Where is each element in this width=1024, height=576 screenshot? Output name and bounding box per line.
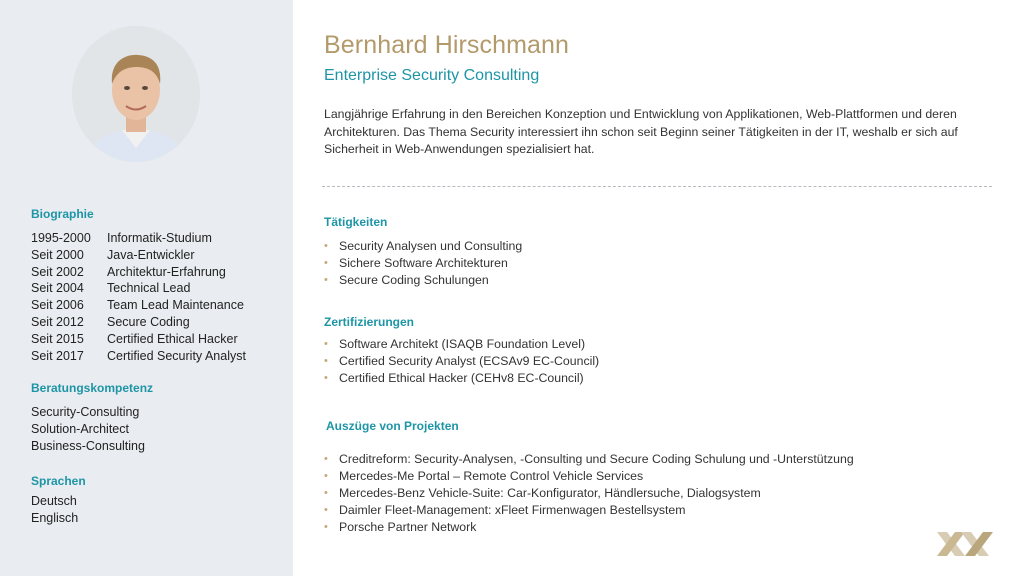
list-item: Security-Consulting xyxy=(31,405,140,419)
bullet-icon: • xyxy=(324,521,328,533)
biographie-list xyxy=(31,230,246,364)
list-item xyxy=(324,502,854,519)
bio-text: Architektur-Erfahrung xyxy=(107,264,226,279)
avatar xyxy=(72,26,200,162)
bullet-icon: • xyxy=(324,504,328,516)
list-item-text: Certified Security Analyst (ECSAv9 EC-Council) xyxy=(339,354,600,368)
profile-name: Bernhard Hirschmann xyxy=(324,31,570,59)
projekte-title: Auszüge von Projekten xyxy=(326,419,459,433)
bullet-icon: • xyxy=(324,257,328,269)
bullet-icon: • xyxy=(324,240,328,252)
list-item-text: Creditreform: Security-Analysen, -Consulting und Secure Coding Schulung und -Unterstützung xyxy=(339,452,854,466)
bio-row xyxy=(31,280,246,297)
list-item xyxy=(324,370,599,387)
zertifizierungen-title: Zertifizierungen xyxy=(324,315,415,329)
list-item-text: Sichere Software Architekturen xyxy=(339,256,508,270)
bio-text: Certified Security Analyst xyxy=(107,348,246,363)
bio-year: Seit 2000 xyxy=(31,247,84,262)
list-item: Englisch xyxy=(31,510,79,525)
list-item-text: Security Analysen und Consulting xyxy=(339,239,523,253)
bio-year: Seit 2006 xyxy=(31,298,84,313)
bio-text: Certified Ethical Hacker xyxy=(107,331,238,346)
taetigkeiten-list xyxy=(324,238,522,289)
list-item xyxy=(324,451,854,468)
list-item: Business-Consulting xyxy=(31,438,145,453)
zertifizierungen-list xyxy=(324,336,599,387)
beratung-title: Beratungskompetenz xyxy=(31,381,154,395)
bio-year: Seit 2015 xyxy=(31,331,84,346)
bullet-icon: • xyxy=(324,470,328,482)
sprachen-list xyxy=(31,493,78,527)
beratung-list xyxy=(31,404,145,454)
bio-text: Secure Coding xyxy=(107,314,190,329)
taetigkeiten-title: Tätigkeiten xyxy=(324,215,388,229)
list-item xyxy=(324,336,599,353)
bio-row xyxy=(31,247,246,264)
divider xyxy=(322,186,992,187)
bio-text: Informatik-Studium xyxy=(107,231,212,245)
list-item xyxy=(324,272,522,289)
bio-year: 1995-2000 xyxy=(31,231,91,245)
bio-row xyxy=(31,331,246,348)
bullet-icon: • xyxy=(324,453,328,465)
biographie-title: Biographie xyxy=(31,207,94,221)
bullet-icon: • xyxy=(324,487,328,499)
projekte-list xyxy=(324,451,854,536)
list-item-text: Porsche Partner Network xyxy=(339,520,477,534)
profile-intro: Langjährige Erfahrung in den Bereichen Konzeption und Entwicklung von Applikationen, Web-Plattformen und deren Architekturen. Das Thema Security interessiert ihn schon seit Beginn seiner Tätigkeiten in der IT, weshalb er sich auf Sicherheit in Web-Anwendungen spezialisiert hat. xyxy=(324,107,958,156)
list-item-text: Daimler Fleet-Management: xFleet Firmenwagen Bestellsystem xyxy=(339,503,686,517)
list-item-text: Certified Ethical Hacker (CEHv8 EC-Council) xyxy=(339,371,584,385)
main-content xyxy=(293,0,1024,576)
list-item xyxy=(324,353,599,370)
list-item xyxy=(324,519,854,536)
bullet-icon: • xyxy=(324,372,328,384)
portrait-icon xyxy=(72,26,200,162)
bio-row xyxy=(31,230,246,247)
bio-text: Java-Entwickler xyxy=(107,247,195,262)
bio-text: Technical Lead xyxy=(107,281,191,296)
xx-logo-icon xyxy=(935,530,995,558)
list-item xyxy=(324,255,522,272)
bio-row xyxy=(31,297,246,314)
list-item xyxy=(324,485,854,502)
bio-year: Seit 2017 xyxy=(31,348,84,363)
list-item-text: Software Architekt (ISAQB Foundation Level) xyxy=(339,337,586,351)
list-item xyxy=(324,468,854,485)
bullet-icon: • xyxy=(324,338,328,350)
bio-row xyxy=(31,264,246,281)
profile-subtitle: Enterprise Security Consulting xyxy=(324,67,540,84)
list-item: Deutsch xyxy=(31,494,77,508)
list-item-text: Mercedes-Benz Vehicle-Suite: Car-Konfigurator, Händlersuche, Dialogsystem xyxy=(339,486,761,500)
list-item-text: Secure Coding Schulungen xyxy=(339,273,489,287)
bio-row xyxy=(31,348,246,365)
bio-year: Seit 2012 xyxy=(31,314,84,329)
bullet-icon: • xyxy=(324,274,328,286)
sidebar xyxy=(0,0,293,576)
list-item-text: Mercedes-Me Portal – Remote Control Vehicle Services xyxy=(339,469,644,483)
bullet-icon: • xyxy=(324,355,328,367)
list-item: Solution-Architect xyxy=(31,421,129,436)
bio-year: Seit 2004 xyxy=(31,281,84,296)
bio-text: Team Lead Maintenance xyxy=(107,298,244,313)
bio-year: Seit 2002 xyxy=(31,264,84,279)
list-item xyxy=(324,238,522,255)
bio-row xyxy=(31,314,246,331)
sprachen-title: Sprachen xyxy=(31,474,86,488)
